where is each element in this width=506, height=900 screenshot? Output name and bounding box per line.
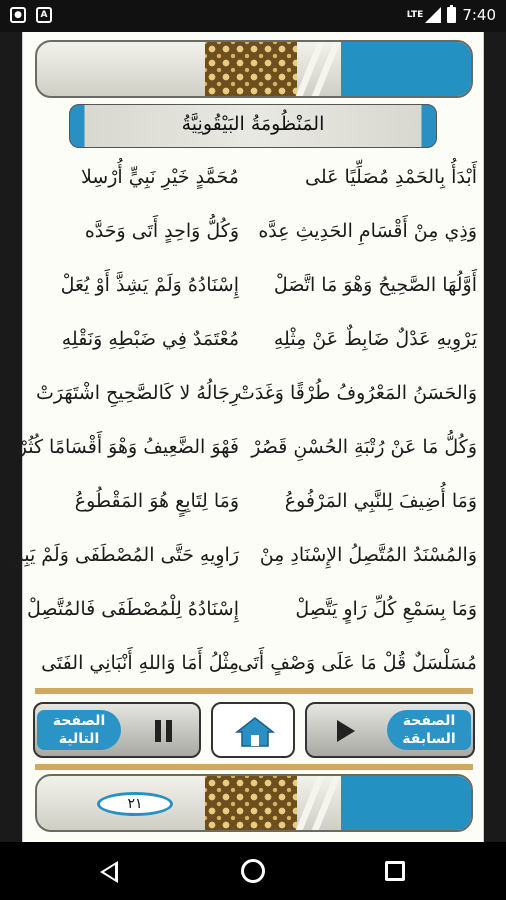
ornament-pattern: [205, 776, 297, 830]
verse-row: [23, 370, 485, 424]
verse-second-hemistich: وَكُلُّ وَاحِدٍ أَتَى وَحَدَّه: [84, 220, 239, 242]
verse-first-hemistich: وَكُلُّ مَا عَنْ رُتْبَةِ الحُسْنِ قَصُرْ: [251, 436, 477, 458]
banner-accent: [341, 42, 471, 96]
ornament-pattern: [205, 42, 297, 96]
verse-second-hemistich: فَهْوَ الضَّعِيفُ وَهْوَ أَقْسَامًا كُثُرْ: [17, 436, 239, 458]
home-button[interactable]: [211, 702, 295, 758]
verse-first-hemistich: وَالمُسْنَدُ المُتَّصِلُ الإِسْنَادِ مِنْ: [259, 544, 477, 566]
verse-first-hemistich: مُسَلْسَلٌ قُلْ مَا عَلَى وَصْفٍ أَتَى: [237, 652, 477, 674]
gold-divider: [35, 688, 473, 694]
gold-divider: [35, 764, 473, 770]
verse-first-hemistich: وَمَا بِسَمْعِ كُلِّ رَاوٍ يَتَّصِلْ: [295, 598, 477, 620]
verse-first-hemistich: وَالحَسَنُ المَعْرُوفُ طُرْقًا وَغَدَتْ: [236, 382, 477, 404]
banner-accent: [341, 776, 471, 830]
clock: 7:40: [462, 6, 496, 24]
network-type: LTE: [406, 10, 424, 20]
home-circle-icon[interactable]: [241, 859, 265, 883]
battery-icon: [447, 7, 456, 23]
book-page: [9, 32, 484, 842]
status-bar: [0, 0, 506, 32]
verse-row: [23, 262, 485, 316]
verse-row: [23, 316, 485, 370]
verse-first-hemistich: أَوَّلُهَا الصَّحِيحُ وَهْوَ مَا اتَّصَلْ: [273, 274, 477, 296]
play-icon[interactable]: [337, 720, 355, 742]
title-box: [69, 104, 437, 148]
verse-second-hemistich: إِسْنَادُهُ وَلَمْ يَشِذَّ أَوْ يُعَلْ: [60, 274, 239, 296]
previous-page-control: [305, 702, 475, 758]
page-number: ٢١: [97, 792, 173, 816]
system-nav-bar: [0, 842, 506, 900]
signal-icon: [425, 7, 441, 23]
previous-page-button[interactable]: الصفحة السابقة: [387, 710, 471, 750]
verse-row: [23, 208, 485, 262]
player-controls: [33, 702, 475, 760]
verse-row: [23, 154, 485, 208]
bottom-banner: [35, 774, 473, 832]
verse-second-hemistich: إِسْنَادُهُ لِلْمُصْطَفَى فَالمُتَّصِلْ: [26, 598, 239, 620]
verse-row: [23, 586, 485, 640]
verse-first-hemistich: أَبْدَأُ بِالحَمْدِ مُصَلِّيًا عَلى: [305, 166, 477, 188]
verse-row: [9, 532, 485, 586]
next-page-control: [33, 702, 201, 758]
verse-second-hemistich: مِثْلُ أَمَا وَاللهِ أَنْبَانِي الفَتَى: [41, 652, 239, 674]
next-page-button[interactable]: الصفحة التالية: [37, 710, 121, 750]
verse-first-hemistich: يَرْوِيهِ عَدْلٌ ضَابِطٌ عَنْ مِثْلِهِ: [273, 328, 477, 350]
page-title: المَنْظُومَةُ البَيْقُونِيَّةُ: [181, 113, 325, 135]
verses-list: [9, 154, 485, 694]
verse-second-hemistich: مُعْتَمَدٌ فِي ضَبْطِهِ وَنَقْلِهِ: [61, 328, 239, 350]
verse-row: [23, 478, 485, 532]
home-icon: [235, 716, 275, 748]
verse-second-hemistich: وَمَا لِتَابِعٍ هُوَ المَقْطُوعُ: [74, 490, 239, 512]
app-notification-icon: A: [36, 7, 52, 23]
recents-icon[interactable]: [385, 861, 405, 881]
pause-icon[interactable]: [153, 720, 175, 742]
verse-second-hemistich: مُحَمَّدٍ خَيْرِ نَبِيٍّ أُرْسِلا: [80, 166, 239, 188]
verse-first-hemistich: وَمَا أُضِيفَ لِلنَّبِي المَرْفُوعُ: [284, 490, 477, 512]
verse-row: [23, 640, 485, 694]
shield-notification-icon: ●: [10, 7, 26, 23]
verse-second-hemistich: رَاوِيهِ حَتَّى المُصْطَفَى وَلَمْ يَبِنْ: [9, 544, 239, 566]
verse-row: [17, 424, 485, 478]
verse-second-hemistich: رِجَالُهُ لا كَالصَّحِيحِ اشْتَهَرَتْ: [35, 382, 239, 404]
back-icon[interactable]: [100, 861, 118, 883]
top-banner: [35, 40, 473, 98]
verse-first-hemistich: وَذِي مِنْ أَقْسَامِ الحَدِيثِ عِدَّه: [258, 220, 477, 242]
